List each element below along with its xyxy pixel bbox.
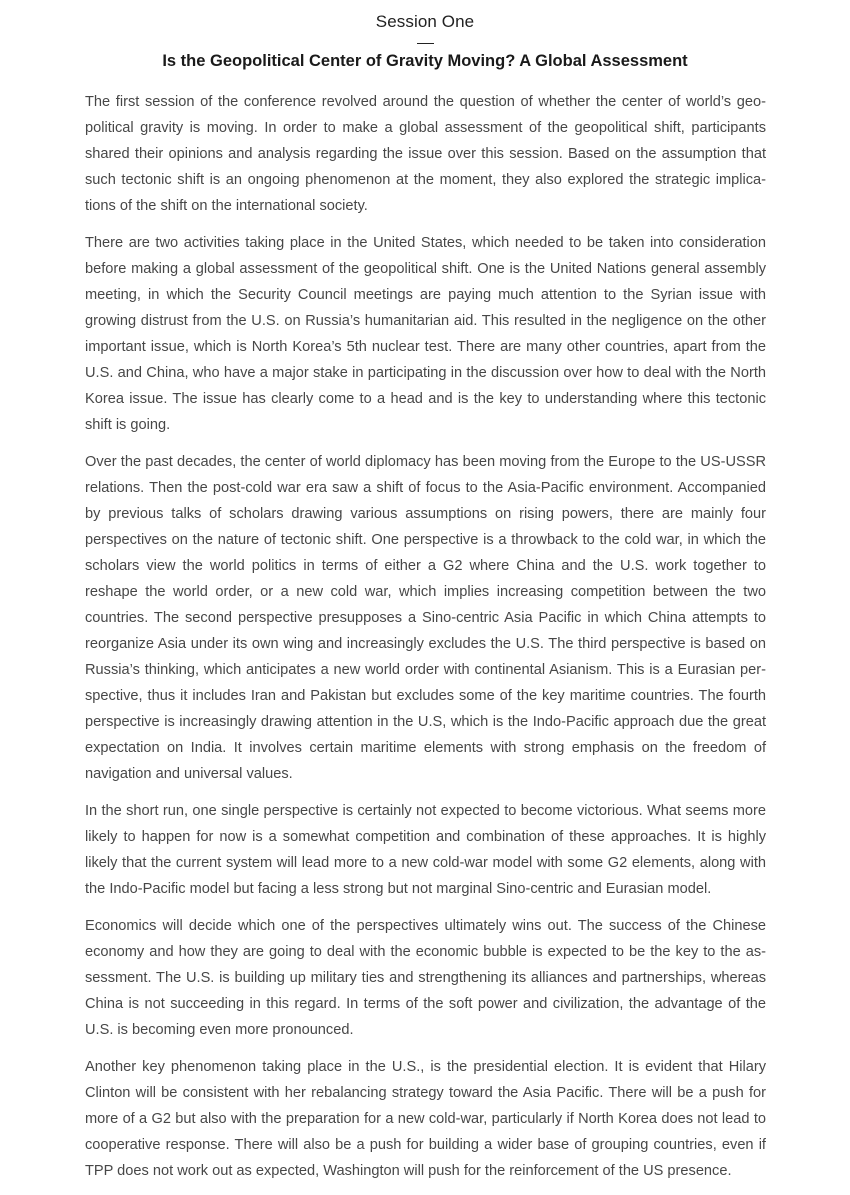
- paragraph-6: Another key phenomenon taking place in the U.S., is the presidential election. It is evident that Hilary Clinton will be consistent with her rebalancing strategy toward the Asia Pacific. There will be a push for more of a G2 but also with the preparation for a new cold-war, particularly if North Korea does not lead to cooperative response. There will also be a push for building a wider base of grouping countries, even if TPP does not work out as expected, Washington will push for the reinforcement of the US presence.: [85, 1059, 766, 1179]
- paragraph-5: Economics will decide which one of the perspectives ultimately wins out. The success of the Chinese economy and how they are going to deal with the economic bubble is expected to be the key to the assessment. The U.S. is building up military ties and strengthening its alliances and partnerships, whereas China is not succeeding in this regard. In terms of the soft power and civilization, the advantage of the U.S. is becoming even more pronounced.: [85, 918, 766, 1038]
- page-title: Is the Geopolitical Center of Gravity Moving? A Global Assessment: [162, 52, 688, 70]
- session-label: Session One: [375, 12, 475, 31]
- paragraph-1: The first session of the conference revolved around the question of whether the center of world’s geopolitical gravity is moving. In order to make a global assessment of the geopolitical shift, participants shared their opinions and analysis regarding the issue over this session. Based on the assumption that such tectonic shift is an ongoing phenomenon at the moment, they also explored the strategic implications of the shift on the international society.: [85, 94, 766, 214]
- body-text: [85, 89, 766, 1195]
- title-divider: [417, 43, 434, 44]
- paragraph-4: In the short run, one single perspective is certainly not expected to become victorious. What seems more likely to happen for now is a somewhat competition and combination of these approaches. It is highly likely that the current system will lead more to a new cold-war model with some G2 elements, along with the Indo-Pacific model but facing a less strong but not marginal Sino-centric and Eurasian model.: [85, 803, 766, 897]
- paragraph-3: Over the past decades, the center of world diplomacy has been moving from the Europe to the US-USSR relations. Then the post-cold war era saw a shift of focus to the Asia-Pacific environment. Accompanied by previous talks of scholars drawing various assumptions on rising powers, there are mainly four perspectives on the nature of tectonic shift. One perspective is a throwback to the cold war, in which the scholars view the world politics in terms of either a G2 where China and the U.S. work together to reshape the world order, or a new cold war, which implies increasing competition between the two countries. The second perspective presupposes a Sino-centric Asia Pacific in which China attempts to reorganize Asia under its own wing and increasingly excludes the U.S. The third perspective is based on Russia’s thinking, which anticipates a new world order with continental Asianism. This is a Eurasian perspective, thus it includes Iran and Pakistan but excludes some of the key maritime countries. The fourth perspective is increasingly drawing attention in the U.S, which is the Indo-Pacific approach due the great expectation on India. It involves certain maritime elements with strong emphasis on the freedom of navigation and universal values.: [85, 454, 766, 782]
- paragraph-2: There are two activities taking place in the United States, which needed to be taken into consideration before making a global assessment of the geopolitical shift. One is the United Nations general assembly meeting, in which the Security Council meetings are paying much attention to the Syrian issue with growing distrust from the U.S. on Russia’s humanitarian aid. This resulted in the negligence on the other important issue, which is North Korea’s 5th nuclear test. There are many other countries, apart from the U.S. and China, who have a major stake in participating in the discussion over how to deal with the North Korea issue. The issue has clearly come to a head and is the key to understanding where this tectonic shift is going.: [85, 235, 766, 433]
